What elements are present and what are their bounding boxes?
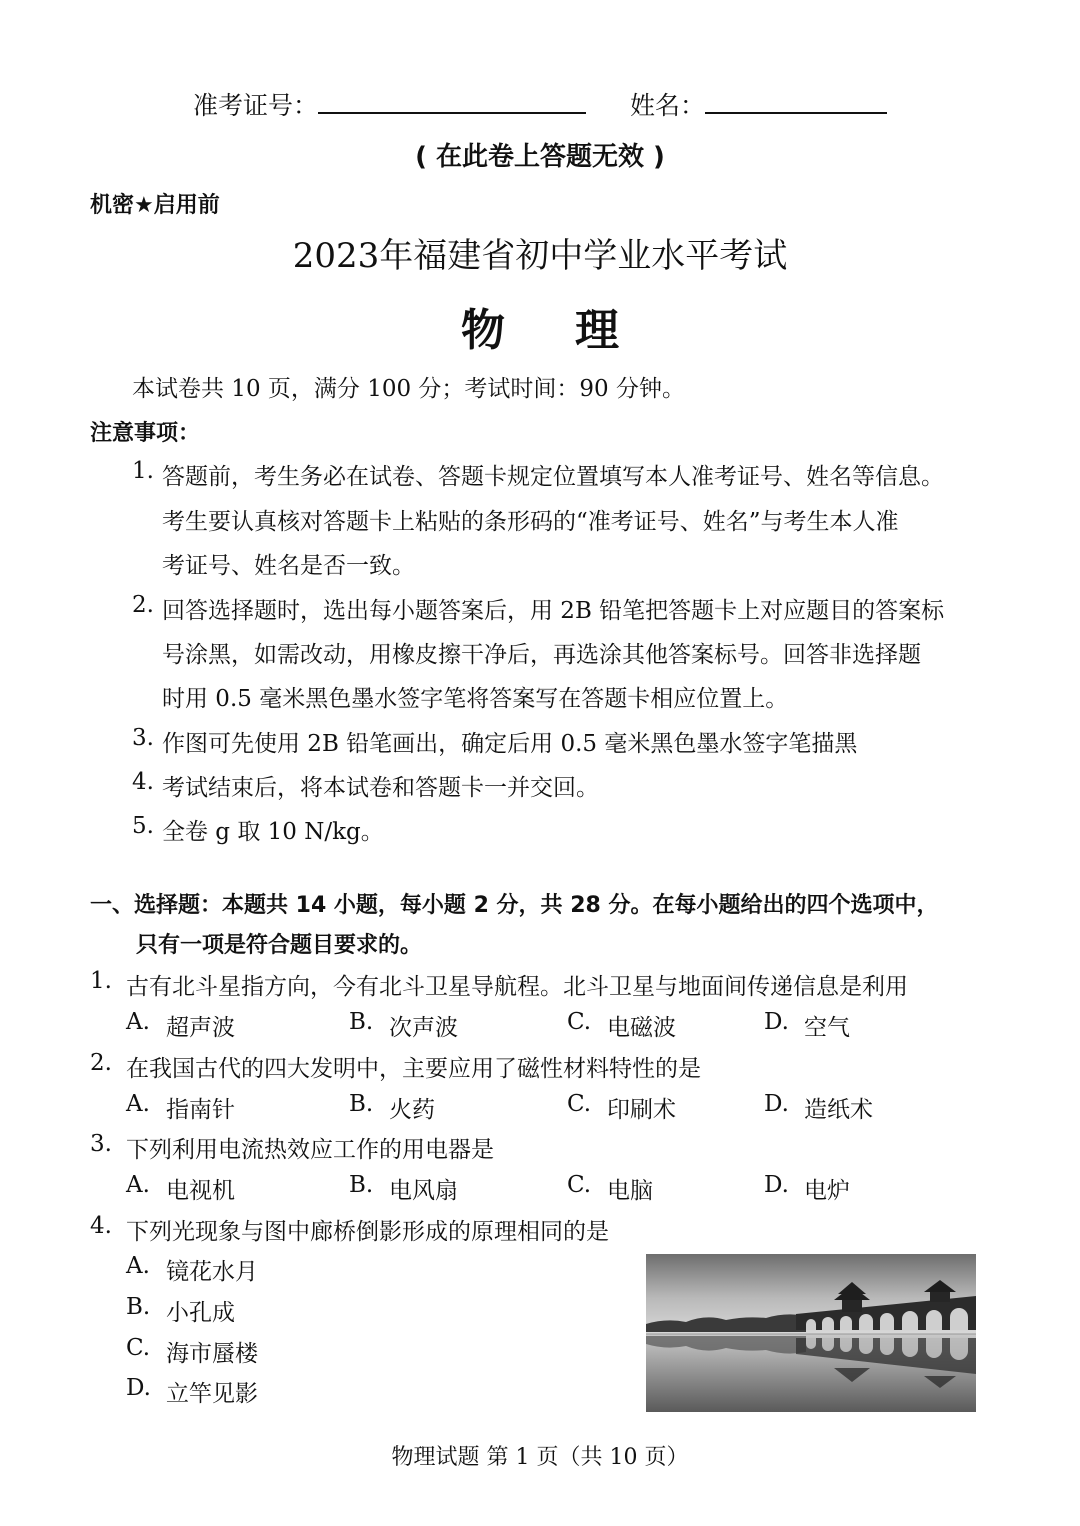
option-text: 立竿见影 bbox=[166, 1381, 258, 1407]
question-text: 古有北斗星指方向，今有北斗卫星导航程。北斗卫星与地面间传递信息是利用 bbox=[126, 974, 908, 1000]
invalid-answer-note: ( 在此卷上答题无效 ) bbox=[415, 142, 665, 172]
notice-line: 时用 0.5 毫米黑色墨水签字笔将答案写在答题卡相应位置上。 bbox=[162, 686, 789, 712]
notice-line: 作图可先使用 2B 铅笔画出，确定后用 0.5 毫米黑色墨水签字笔描黑 bbox=[162, 731, 858, 757]
option-text: 电磁波 bbox=[607, 1015, 676, 1041]
option-label: B. bbox=[349, 1172, 374, 1198]
exam-id-blank bbox=[318, 90, 586, 114]
notice-line: 回答选择题时，选出每小题答案后，用 2B 铅笔把答题卡上对应题目的答案标 bbox=[162, 598, 945, 624]
confidential-mark: 机密★启用前 bbox=[90, 193, 220, 218]
notice-num: 4. bbox=[132, 769, 154, 795]
option-text: 小孔成 bbox=[166, 1300, 235, 1326]
option-label: D. bbox=[126, 1375, 151, 1401]
option-text: 超声波 bbox=[166, 1015, 235, 1041]
option-text: 电风扇 bbox=[389, 1178, 458, 1204]
option-label: C. bbox=[567, 1091, 592, 1117]
option-text: 镜花水月 bbox=[166, 1259, 258, 1285]
notice-title: 注意事项： bbox=[90, 421, 201, 446]
option-text: 电视机 bbox=[166, 1178, 235, 1204]
option-label: B. bbox=[349, 1009, 374, 1035]
question-num: 1. bbox=[90, 968, 112, 994]
notice-line: 答题前，考生务必在试卷、答题卡规定位置填写本人准考证号、姓名等信息。 bbox=[162, 464, 944, 490]
option-label: C. bbox=[567, 1009, 592, 1035]
question-text: 在我国古代的四大发明中，主要应用了磁性材料特性的是 bbox=[126, 1056, 701, 1082]
name-blank bbox=[705, 90, 887, 114]
notice-line: 考证号、姓名是否一致。 bbox=[162, 553, 415, 579]
section-heading: 一、选择题：本题共 14 小题，每小题 2 分，共 28 分。在每小题给出的四个选项中， bbox=[90, 893, 939, 918]
subject-title: 物理 bbox=[461, 305, 689, 356]
exam-title: 2023年福建省初中学业水平考试 bbox=[292, 236, 788, 276]
notice-num: 5. bbox=[132, 813, 154, 839]
option-label: C. bbox=[567, 1172, 592, 1198]
option-label: A. bbox=[126, 1172, 150, 1198]
option-label: D. bbox=[764, 1009, 789, 1035]
option-text: 次声波 bbox=[389, 1015, 458, 1041]
option-text: 印刷术 bbox=[607, 1097, 676, 1123]
bridge-reflection-photo bbox=[646, 1254, 976, 1412]
question-num: 4. bbox=[90, 1213, 112, 1239]
notice-line: 全卷 g 取 10 N/kg。 bbox=[162, 819, 384, 845]
option-label: C. bbox=[126, 1335, 151, 1361]
notice-line: 考生要认真核对答题卡上粘贴的条形码的“准考证号、姓名”与考生本人准 bbox=[162, 509, 899, 535]
option-label: A. bbox=[126, 1091, 150, 1117]
notice-num: 3. bbox=[132, 725, 154, 751]
question-text: 下列利用电流热效应工作的用电器是 bbox=[126, 1137, 494, 1163]
section-heading-cont: 只有一项是符合题目要求的。 bbox=[136, 933, 423, 958]
notice-line: 号涂黑，如需改动，用橡皮擦干净后，再选涂其他答案标号。回答非选择题 bbox=[162, 642, 921, 668]
notice-line: 考试结束后，将本试卷和答题卡一并交回。 bbox=[162, 775, 599, 801]
candidate-info-line bbox=[0, 86, 1080, 122]
notice-num: 1. bbox=[132, 458, 154, 484]
page-footer: 物理试题 第 1 页（共 10 页） bbox=[391, 1445, 689, 1470]
option-text: 火药 bbox=[389, 1097, 435, 1123]
exam-intro: 本试卷共 10 页，满分 100 分；考试时间：90 分钟。 bbox=[132, 376, 685, 402]
exam-id-label: 准考证号： bbox=[193, 91, 319, 120]
option-text: 电炉 bbox=[804, 1178, 850, 1204]
option-text: 指南针 bbox=[166, 1097, 235, 1123]
option-text: 造纸术 bbox=[804, 1097, 873, 1123]
option-label: D. bbox=[764, 1172, 789, 1198]
option-label: A. bbox=[126, 1253, 150, 1279]
option-text: 空气 bbox=[804, 1015, 850, 1041]
name-label: 姓名： bbox=[629, 91, 705, 120]
option-label: D. bbox=[764, 1091, 789, 1117]
option-label: A. bbox=[126, 1009, 150, 1035]
notice-num: 2. bbox=[132, 592, 154, 618]
option-text: 电脑 bbox=[607, 1178, 653, 1204]
question-text: 下列光现象与图中廊桥倒影形成的原理相同的是 bbox=[126, 1219, 609, 1245]
option-text: 海市蜃楼 bbox=[166, 1341, 258, 1367]
bridge-reflection-image bbox=[646, 1254, 976, 1412]
option-label: B. bbox=[349, 1091, 374, 1117]
question-num: 2. bbox=[90, 1050, 112, 1076]
option-label: B. bbox=[126, 1294, 151, 1320]
question-num: 3. bbox=[90, 1131, 112, 1157]
